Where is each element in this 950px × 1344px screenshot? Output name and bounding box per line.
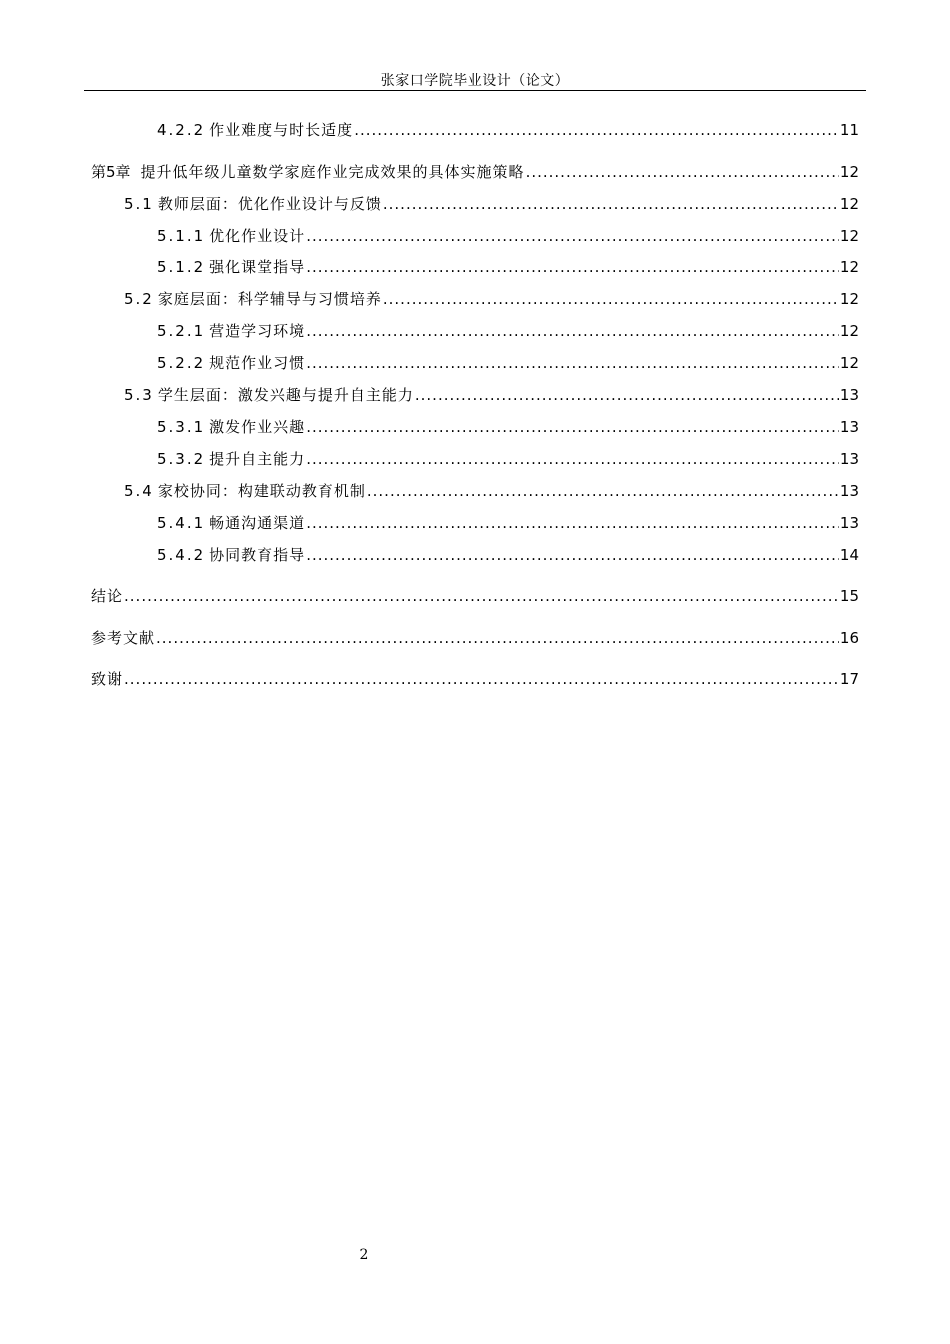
toc-entry-number: 5.2.1 [157, 322, 206, 340]
toc-entry-page: 13 [839, 386, 859, 404]
toc-entry-number: 5.4.2 [157, 546, 206, 564]
toc-entry-page: 12 [839, 258, 859, 276]
toc-entry-number: 5.1.1 [157, 227, 206, 245]
toc-entry-page: 13 [839, 482, 859, 500]
toc-entry-page: 12 [839, 322, 859, 340]
toc-entry-title: 协同教育指导 [209, 546, 306, 564]
toc-entry-number: 5.3.2 [157, 450, 206, 468]
toc-entry[interactable] [91, 159, 859, 181]
toc-entry-page: 13 [839, 450, 859, 468]
toc-entry-page: 12 [839, 163, 859, 181]
toc-entry-page: 13 [839, 514, 859, 532]
toc-leader-dots [306, 514, 839, 532]
toc-leader-dots [415, 386, 839, 404]
toc-entry-title: 激发作业兴趣 [209, 418, 306, 436]
toc-entry-title: 作业难度与时长适度 [209, 121, 354, 139]
toc-entry[interactable] [157, 318, 859, 340]
toc-entry[interactable] [157, 414, 859, 436]
toc-entry-title: 优化作业设计 [209, 227, 306, 245]
toc-entry-number: 5.3.1 [157, 418, 206, 436]
toc-entry-page: 12 [839, 290, 859, 308]
toc-entry-title: 致谢 [91, 670, 124, 688]
toc-entry-page: 12 [839, 227, 859, 245]
toc-entry-number: 5.2 [124, 290, 154, 308]
toc-entry-number: 5.1 [124, 195, 154, 213]
toc-entry-page: 12 [839, 195, 859, 213]
toc-entry-number: 4.2.2 [157, 121, 206, 139]
toc-entry-number: 5.3 [124, 386, 154, 404]
toc-entry[interactable] [91, 583, 859, 605]
toc-entry[interactable] [91, 625, 859, 647]
toc-entry-number: 5.2.2 [157, 354, 206, 372]
toc-leader-dots [306, 258, 839, 276]
toc-entry-number: 第5章 [91, 163, 131, 181]
toc-entry[interactable] [157, 223, 859, 245]
toc-entry[interactable] [157, 117, 859, 139]
toc-entry[interactable] [124, 191, 859, 213]
toc-leader-dots [156, 629, 839, 647]
toc-entry-title: 畅通沟通渠道 [209, 514, 306, 532]
toc-entry[interactable] [124, 286, 859, 308]
toc-entry-title: 家校协同：构建联动教育机制 [157, 482, 366, 500]
toc-entry-page: 13 [839, 418, 859, 436]
toc-entry[interactable] [124, 478, 859, 500]
toc-entry-page: 16 [839, 629, 859, 647]
toc-entry-page: 12 [839, 354, 859, 372]
toc-entry-page: 15 [839, 587, 859, 605]
toc-entry[interactable] [157, 446, 859, 468]
toc-entry-title: 学生层面：激发兴趣与提升自主能力 [157, 386, 414, 404]
toc-entry[interactable] [157, 510, 859, 532]
toc-entry[interactable] [124, 382, 859, 404]
toc-entry[interactable] [157, 350, 859, 372]
toc-leader-dots [367, 482, 839, 500]
toc-leader-dots [306, 322, 839, 340]
toc-entry-number: 5.4 [124, 482, 154, 500]
toc-entry[interactable] [91, 666, 859, 688]
toc-entry-title: 提升低年级儿童数学家庭作业完成效果的具体实施策略 [140, 163, 525, 181]
toc-leader-dots [526, 163, 839, 181]
toc-leader-dots [306, 354, 839, 372]
toc-leader-dots [124, 670, 839, 688]
toc-entry-title: 营造学习环境 [209, 322, 306, 340]
toc-leader-dots [306, 450, 839, 468]
toc-entry[interactable] [157, 254, 859, 276]
toc-entry-title: 提升自主能力 [209, 450, 306, 468]
toc-entry-title: 参考文献 [91, 629, 156, 647]
toc-entry-title: 结论 [91, 587, 124, 605]
toc-leader-dots [383, 290, 839, 308]
toc-entry-title: 强化课堂指导 [209, 258, 306, 276]
toc-leader-dots [306, 418, 839, 436]
toc-entry-number: 5.4.1 [157, 514, 206, 532]
toc-leader-dots [124, 587, 839, 605]
toc-leader-dots [306, 546, 839, 564]
toc-leader-dots [383, 195, 839, 213]
toc-entry[interactable] [157, 542, 859, 564]
toc-entry-page: 14 [839, 546, 859, 564]
toc-entry-title: 教师层面：优化作业设计与反馈 [157, 195, 382, 213]
toc-entry-title: 规范作业习惯 [209, 354, 306, 372]
toc-entry-title: 家庭层面：科学辅导与习惯培养 [157, 290, 382, 308]
toc-entry-page: 17 [839, 670, 859, 688]
toc-entry-number: 5.1.2 [157, 258, 206, 276]
toc-leader-dots [306, 227, 839, 245]
page-number: 2 [359, 1247, 369, 1263]
toc-leader-dots [354, 121, 839, 139]
page-header: 张家口学院毕业设计（论文） [380, 73, 570, 89]
toc-entry-page: 11 [839, 121, 859, 139]
